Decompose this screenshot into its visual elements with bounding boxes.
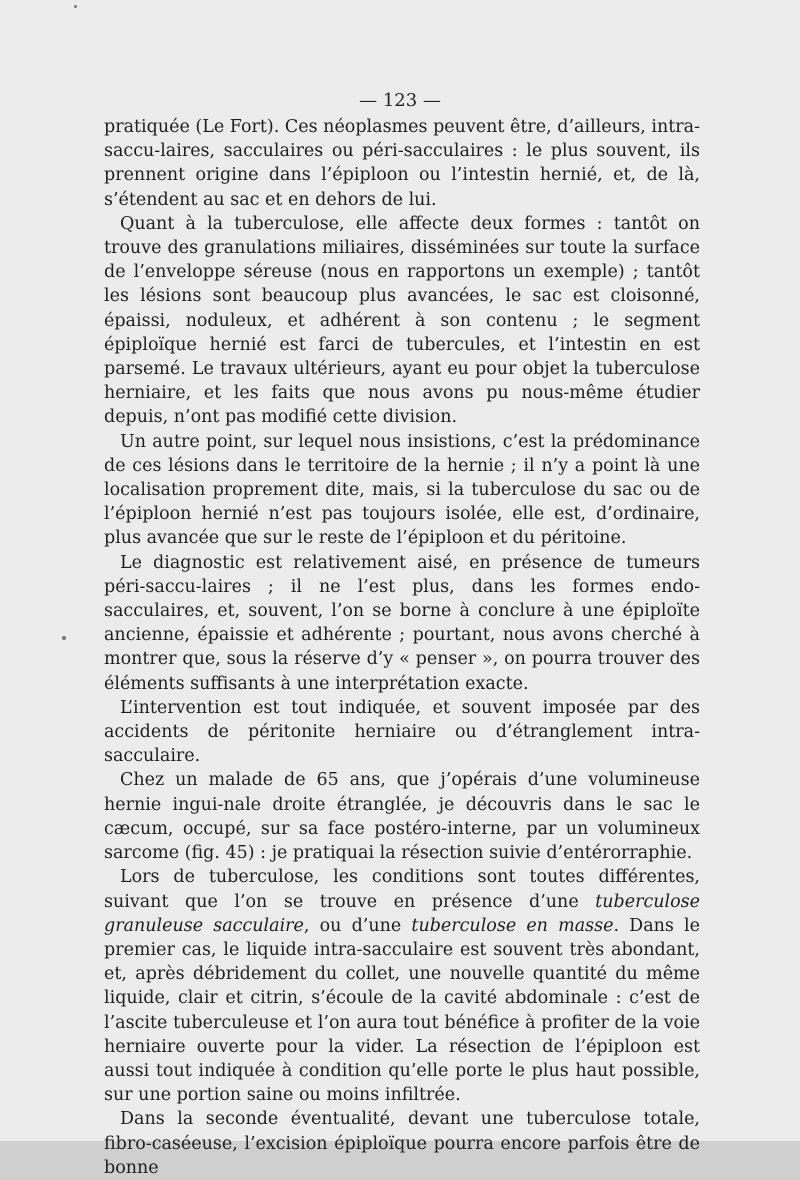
paragraph xyxy=(104,865,700,1107)
paper-speck xyxy=(62,636,66,640)
italic-term: tuberculose en masse xyxy=(411,915,614,936)
paragraph: Un autre point, sur lequel nous insistions, c’est la prédominance de ces lésions dans le territoire de la hernie ; il n’y a point là une localisation proprement dite, mais, si la tuberculose du sac ou de l’épiploon hernié n’est pas toujours isolée, elle est, d’ordinaire, plus avancée que sur le reste de l’épiploon et du péritoine. xyxy=(104,431,700,549)
paragraph: pratiquée (Le Fort). Ces néoplasmes peuvent être, d’ailleurs, intra-saccu-laires, sacculaires ou péri-sacculaires : le plus souvent, ils prennent origine dans l’épiploon ou l’intestin hernié, et, de là, s’étendent au sac et en dehors de lui. xyxy=(104,117,700,210)
paper-speck xyxy=(74,5,77,8)
paragraph: Quant à la tuberculose, elle affecte deux formes : tantôt on trouve des granulations miliaires, disséminées sur toute la surface de l’enveloppe séreuse (nous en rapportons un exemple) ; tantôt les lésions sont beaucoup plus avancées, le sac est cloisonné, épaissi, noduleux, et adhérent à son contenu ; le segment épiploïque hernié est farci de tubercules, et l’intestin en est parsemé. Le travaux ultérieurs, ayant eu pour objet la tuberculose herniaire, et les faits que nous avons pu nous-même étudier depuis, n’ont pas modifié cette division. xyxy=(104,213,700,428)
paragraph: Le diagnostic est relativement aisé, en présence de tumeurs péri-saccu-laires ; il ne l’est plus, dans les formes endo-sacculaires, et, souvent, l’on se borne à conclure à une épiploïte ancienne, épaissie et adhérente ; pourtant, nous avons cherché à montrer que, sous la réserve d’y « penser », on pourra trouver des éléments suffisants à une interprétation exacte. xyxy=(104,552,700,694)
paragraph: Dans la seconde éventualité, devant une tuberculose totale, fibro-caséeuse, l’excision épiploïque pourra encore parfois être de bonne xyxy=(104,1109,700,1178)
text-span: . Dans le premier cas, le liquide intra-sacculaire est souvent très abondant, et, après débridement du collet, une nouvelle quantité du même liquide, clair et citrin, s’écoule de la cavité abdominale : c’est de l’ascite tuberculeuse et l’on aura tout bénéfice à profiter de la voie herniaire ouverte pour la vider. La résection de l’épiploon est aussi tout indiquée à condition qu’elle porte le plus haut possible, sur une portion saine ou moins infiltrée. xyxy=(104,915,701,1106)
text-span: , ou d’une xyxy=(303,915,412,936)
text-span: Lors de tuberculose, les conditions sont toutes différentes, suivant que l’on se trouve en présence d’une xyxy=(104,867,700,912)
page-number: — 123 — xyxy=(359,90,441,111)
body-text xyxy=(104,115,700,1180)
paragraph: Chez un malade de 65 ans, que j’opérais d’une volumineuse hernie ingui-nale droite étranglée, je découvris dans le sac le cæcum, occupé, sur sa face postéro-interne, par un volumineux sarcome (fig. 45) : je pratiquai la résection suivie d’entérorraphie. xyxy=(104,770,700,864)
paragraph: L’intervention est tout indiquée, et souvent imposée par des accidents de péritonite herniaire ou d’étranglement intra-sacculaire. xyxy=(104,697,700,767)
italic-term: tuberculose granuleuse sacculaire xyxy=(104,891,700,936)
